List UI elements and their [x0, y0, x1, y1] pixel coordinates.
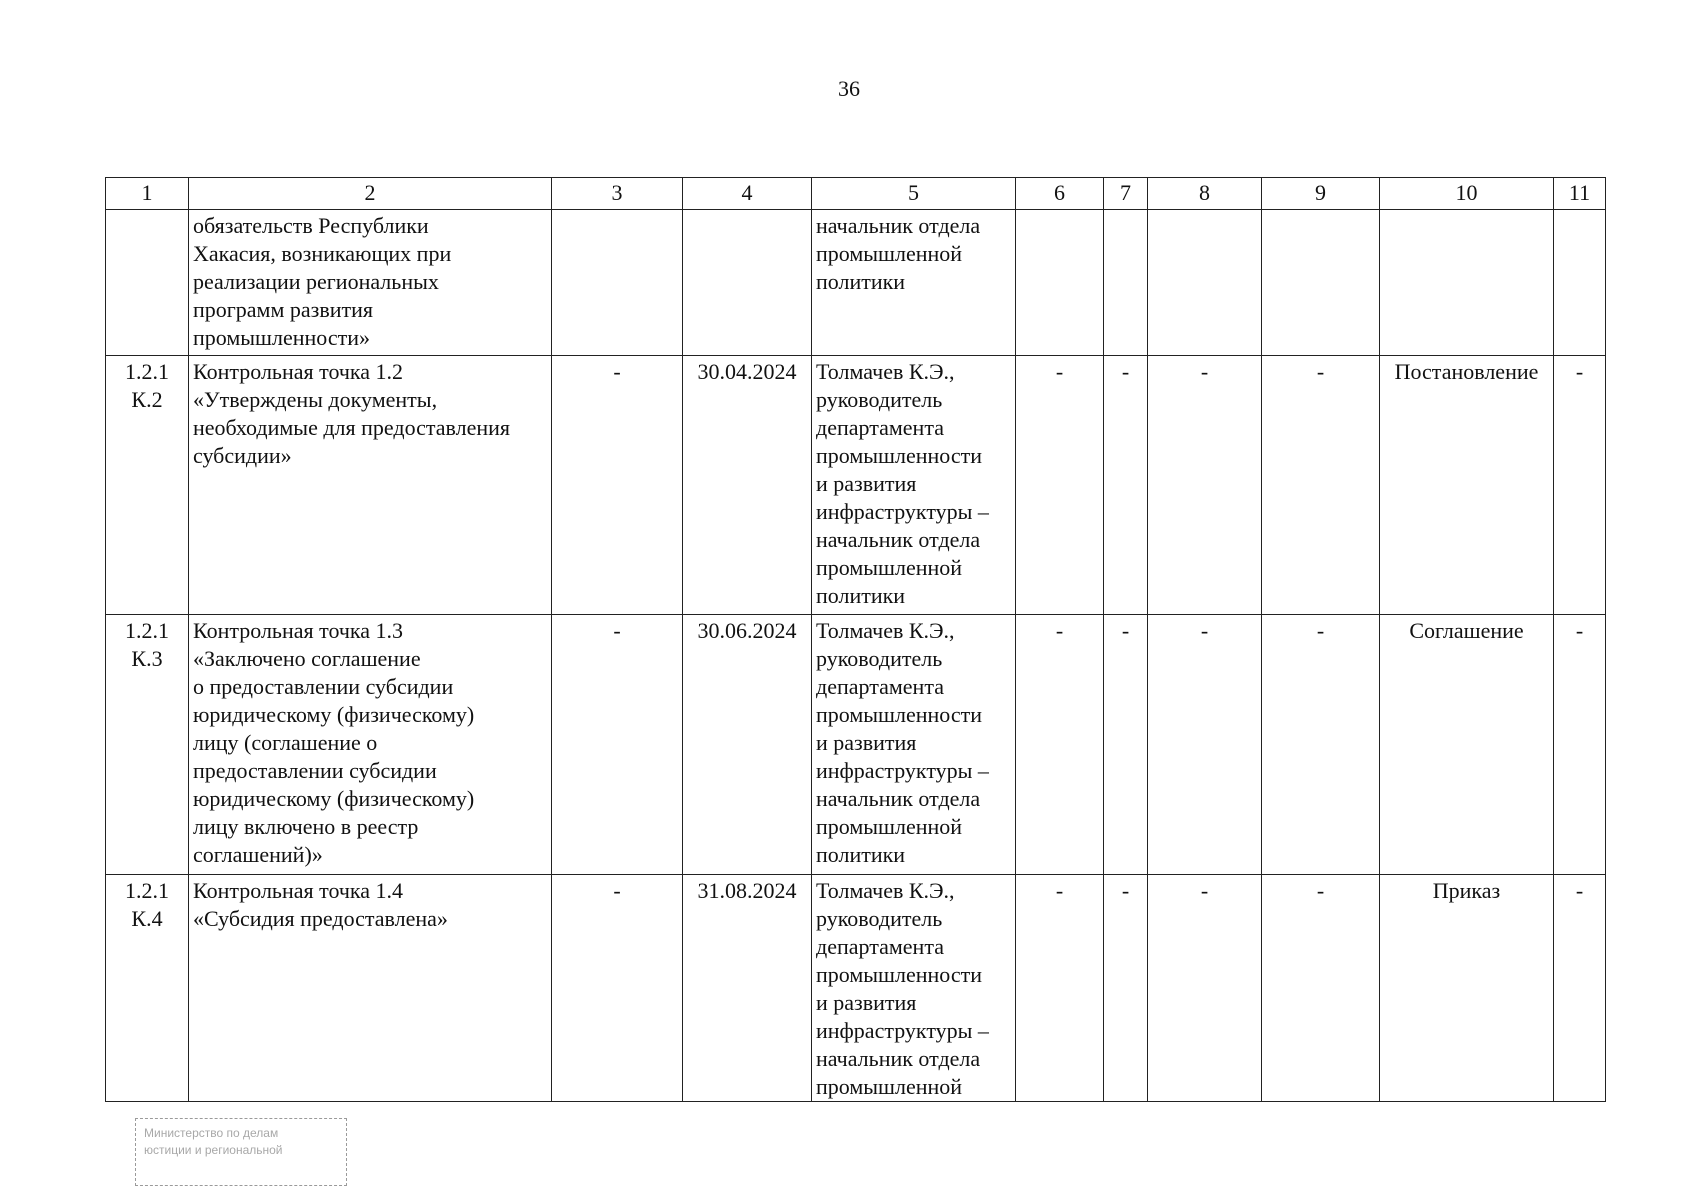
cell-col9: - [1262, 356, 1380, 615]
cell-col11: - [1554, 615, 1606, 875]
cell-col3: - [552, 615, 683, 875]
date-cell: 30.04.2024 [683, 356, 812, 615]
header-cell: 4 [683, 178, 812, 210]
responsible-cell: Толмачев К.Э., руководитель департамента промышленности и развития инфраструктуры – начальник отдела промышленной политики [812, 615, 1016, 875]
event-name-cell: Контрольная точка 1.4 «Субсидия предоставлена» [189, 875, 552, 1102]
table-row [106, 356, 1606, 615]
table-row [106, 210, 1606, 356]
cell-col9: - [1262, 615, 1380, 875]
date-cell: 30.06.2024 [683, 615, 812, 875]
cell-col7 [1104, 210, 1148, 356]
cell-col11 [1554, 210, 1606, 356]
cell-col8: - [1148, 875, 1262, 1102]
date-cell [683, 210, 812, 356]
cell-col8 [1148, 210, 1262, 356]
header-cell: 8 [1148, 178, 1262, 210]
cell-col6: - [1016, 356, 1104, 615]
row-number-cell: 1.2.1 К.4 [106, 875, 189, 1102]
cell-col9: - [1262, 875, 1380, 1102]
cell-col3: - [552, 875, 683, 1102]
cell-col6 [1016, 210, 1104, 356]
header-cell: 9 [1262, 178, 1380, 210]
header-cell: 2 [189, 178, 552, 210]
cell-col3 [552, 210, 683, 356]
cell-col6: - [1016, 615, 1104, 875]
document-type-cell [1380, 210, 1554, 356]
header-cell: 1 [106, 178, 189, 210]
cell-col11: - [1554, 875, 1606, 1102]
row-number-cell: 1.2.1 К.2 [106, 356, 189, 615]
cell-col7: - [1104, 875, 1148, 1102]
document-type-cell: Постановление [1380, 356, 1554, 615]
cell-col11: - [1554, 356, 1606, 615]
cell-col9 [1262, 210, 1380, 356]
header-cell: 5 [812, 178, 1016, 210]
responsible-cell: начальник отдела промышленной политики [812, 210, 1016, 356]
row-number-cell: 1.2.1 К.3 [106, 615, 189, 875]
table-row [106, 615, 1606, 875]
row-number-cell [106, 210, 189, 356]
header-row [106, 178, 1606, 210]
document-type-cell: Приказ [1380, 875, 1554, 1102]
event-name-cell: обязательств Республики Хакасия, возникающих при реализации региональных программ развития промышленности» [189, 210, 552, 356]
responsible-cell: Толмачев К.Э., руководитель департамента промышленности и развития инфраструктуры – начальник отдела промышленной [812, 875, 1016, 1102]
cell-col7: - [1104, 356, 1148, 615]
header-cell: 7 [1104, 178, 1148, 210]
header-cell: 11 [1554, 178, 1606, 210]
document-type-cell: Соглашение [1380, 615, 1554, 875]
table-row [106, 875, 1606, 1102]
header-cell: 3 [552, 178, 683, 210]
event-name-cell: Контрольная точка 1.3 «Заключено соглашение о предоставлении субсидии юридическому (физическому) лицу (соглашение о предоставлении субсидии юридическому (физическому) лицу включено в реестр соглашений)» [189, 615, 552, 875]
cell-col6: - [1016, 875, 1104, 1102]
registration-stamp: Министерство по делам юстиции и региональной [135, 1118, 347, 1186]
header-cell: 6 [1016, 178, 1104, 210]
cell-col7: - [1104, 615, 1148, 875]
header-cell: 10 [1380, 178, 1554, 210]
date-cell: 31.08.2024 [683, 875, 812, 1102]
plan-table [105, 177, 1606, 1102]
cell-col8: - [1148, 356, 1262, 615]
page-number: 36 [838, 76, 860, 101]
cell-col8: - [1148, 615, 1262, 875]
responsible-cell: Толмачев К.Э., руководитель департамента промышленности и развития инфраструктуры – начальник отдела промышленной политики [812, 356, 1016, 615]
event-name-cell: Контрольная точка 1.2 «Утверждены документы, необходимые для предоставления субсидии» [189, 356, 552, 615]
cell-col3: - [552, 356, 683, 615]
